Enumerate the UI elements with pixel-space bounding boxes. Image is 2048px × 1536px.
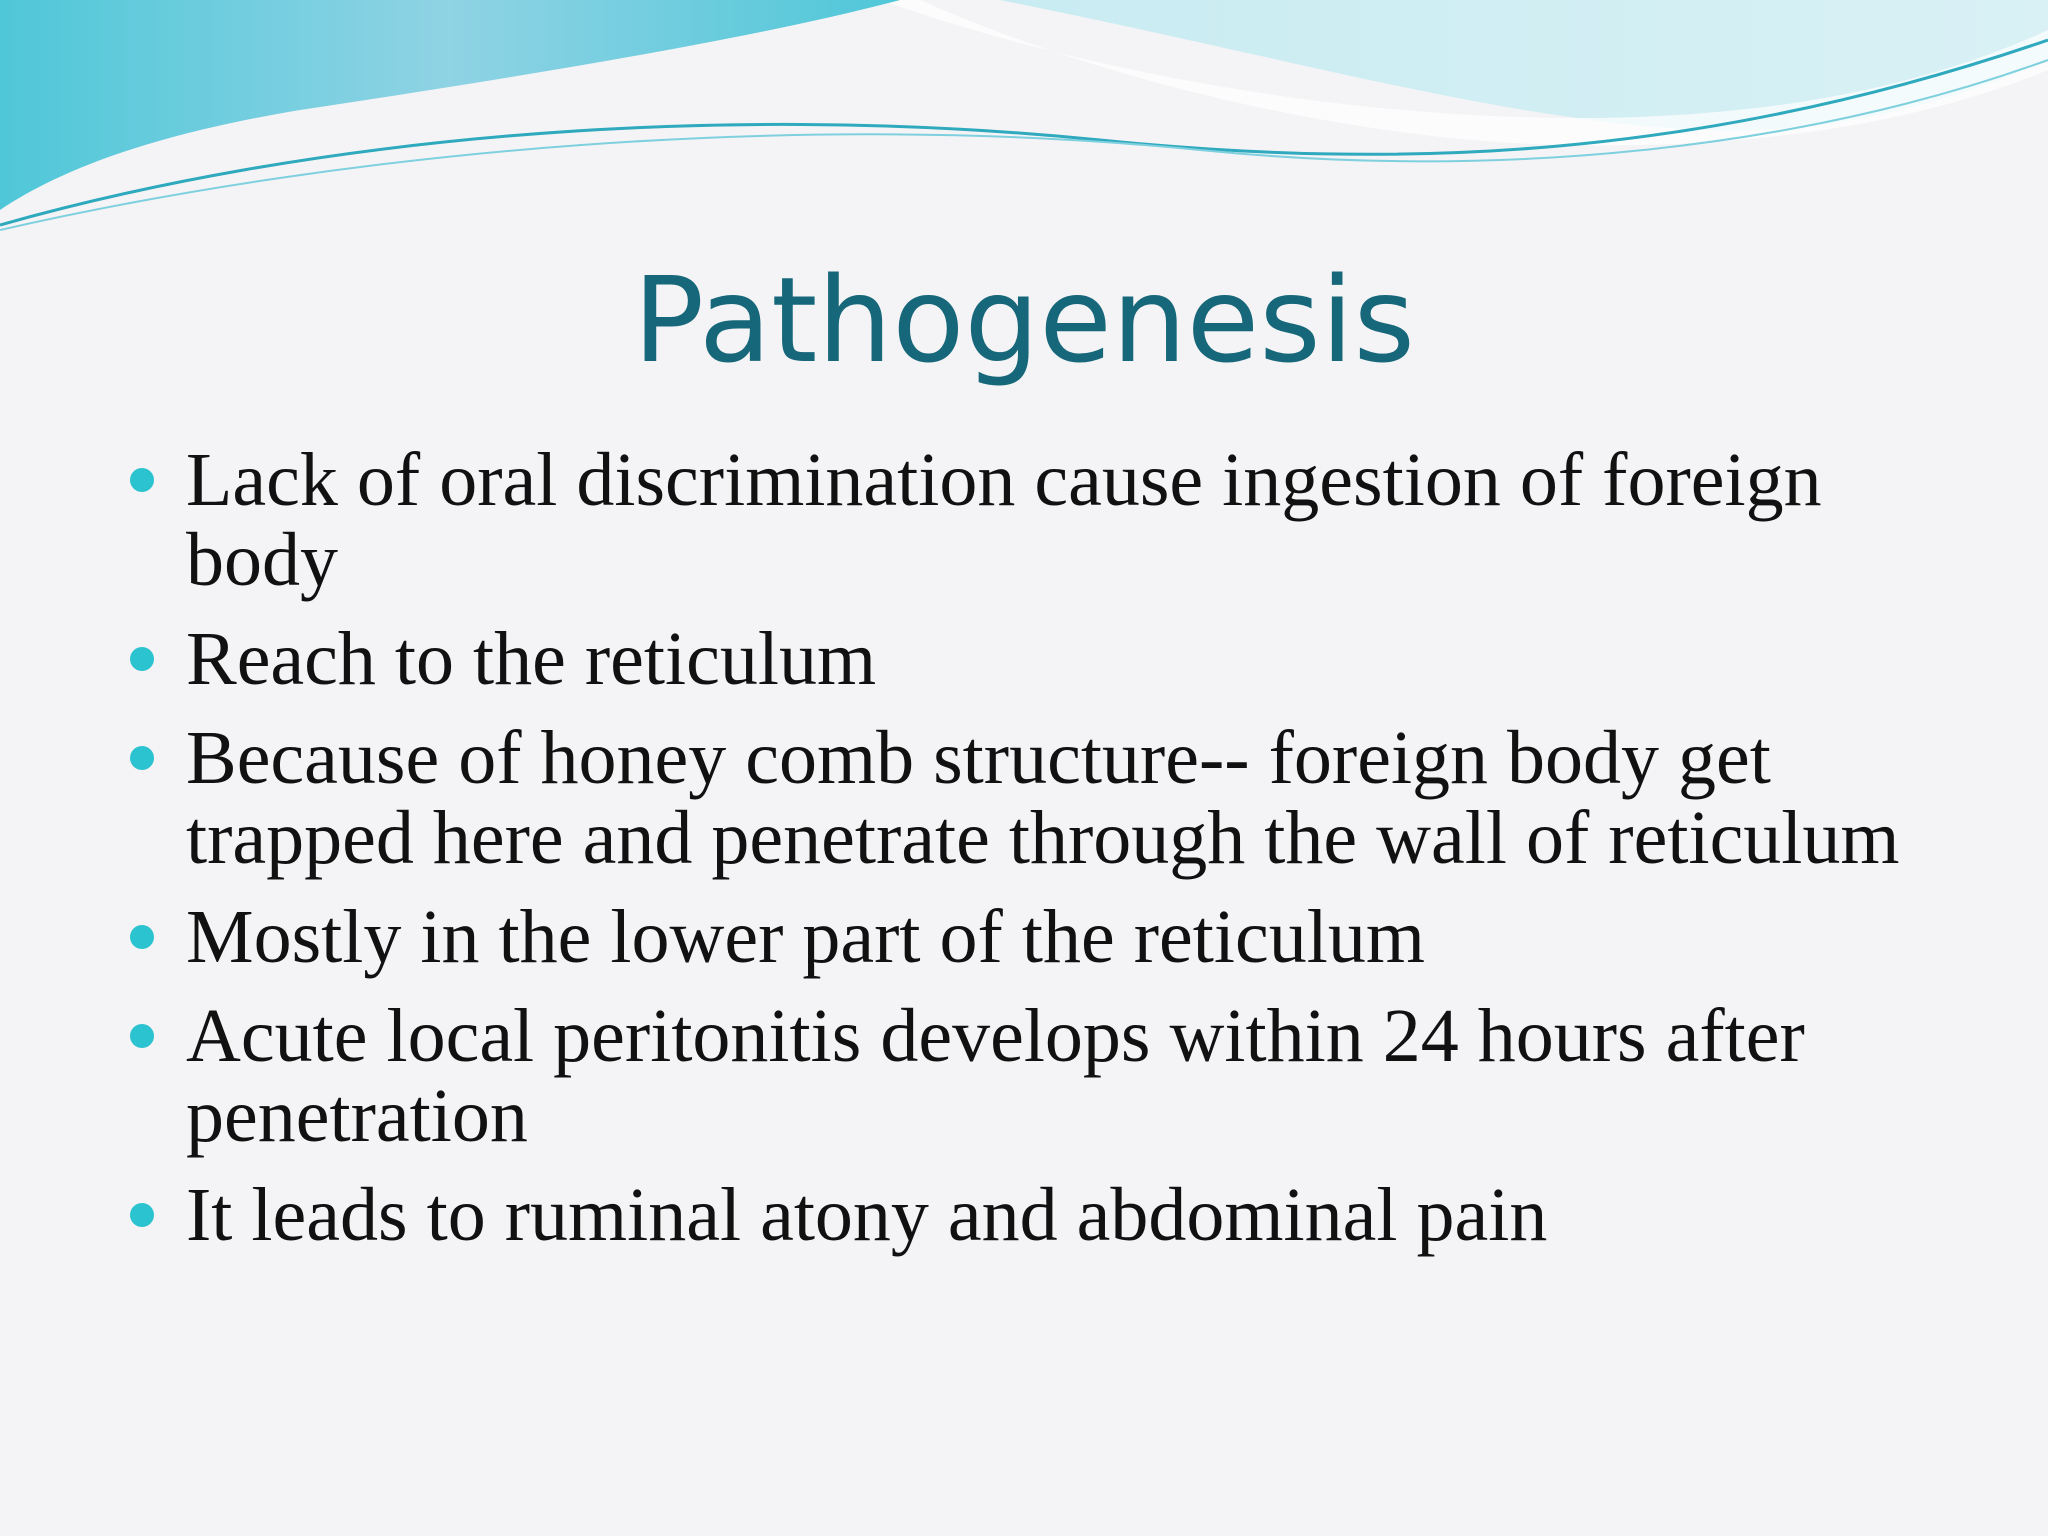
bullet-text: It leads to ruminal atony and abdominal pain bbox=[186, 1173, 1548, 1257]
bullet-dot-icon bbox=[130, 1024, 154, 1048]
bullet-item bbox=[130, 996, 1950, 1156]
bullet-dot-icon bbox=[130, 925, 154, 949]
bullet-item bbox=[130, 619, 1950, 699]
slide-title: Pathogenesis bbox=[632, 251, 1416, 389]
bullet-text: Reach to the reticulum bbox=[186, 617, 877, 701]
bullet-text: Mostly in the lower part of the reticulum bbox=[186, 895, 1425, 979]
bullet-dot-icon bbox=[130, 468, 154, 492]
bullet-list bbox=[130, 440, 1950, 1274]
header-wave-decoration bbox=[0, 0, 2048, 260]
bullet-dot-icon bbox=[130, 1203, 154, 1227]
bullet-item bbox=[130, 440, 1950, 600]
bullet-dot-icon bbox=[130, 746, 154, 770]
bullet-item bbox=[130, 897, 1950, 977]
bullet-dot-icon bbox=[130, 647, 154, 671]
bullet-item bbox=[130, 1175, 1950, 1255]
bullet-text: Acute local peritonitis develops within 24 hours after penetration bbox=[186, 994, 1805, 1158]
bullet-text: Because of honey comb structure-- foreign body get trapped here and penetrate through the wall of reticulum bbox=[186, 716, 1900, 880]
bullet-item bbox=[130, 718, 1950, 878]
bullet-text: Lack of oral discrimination cause ingestion of foreign body bbox=[186, 438, 1822, 602]
